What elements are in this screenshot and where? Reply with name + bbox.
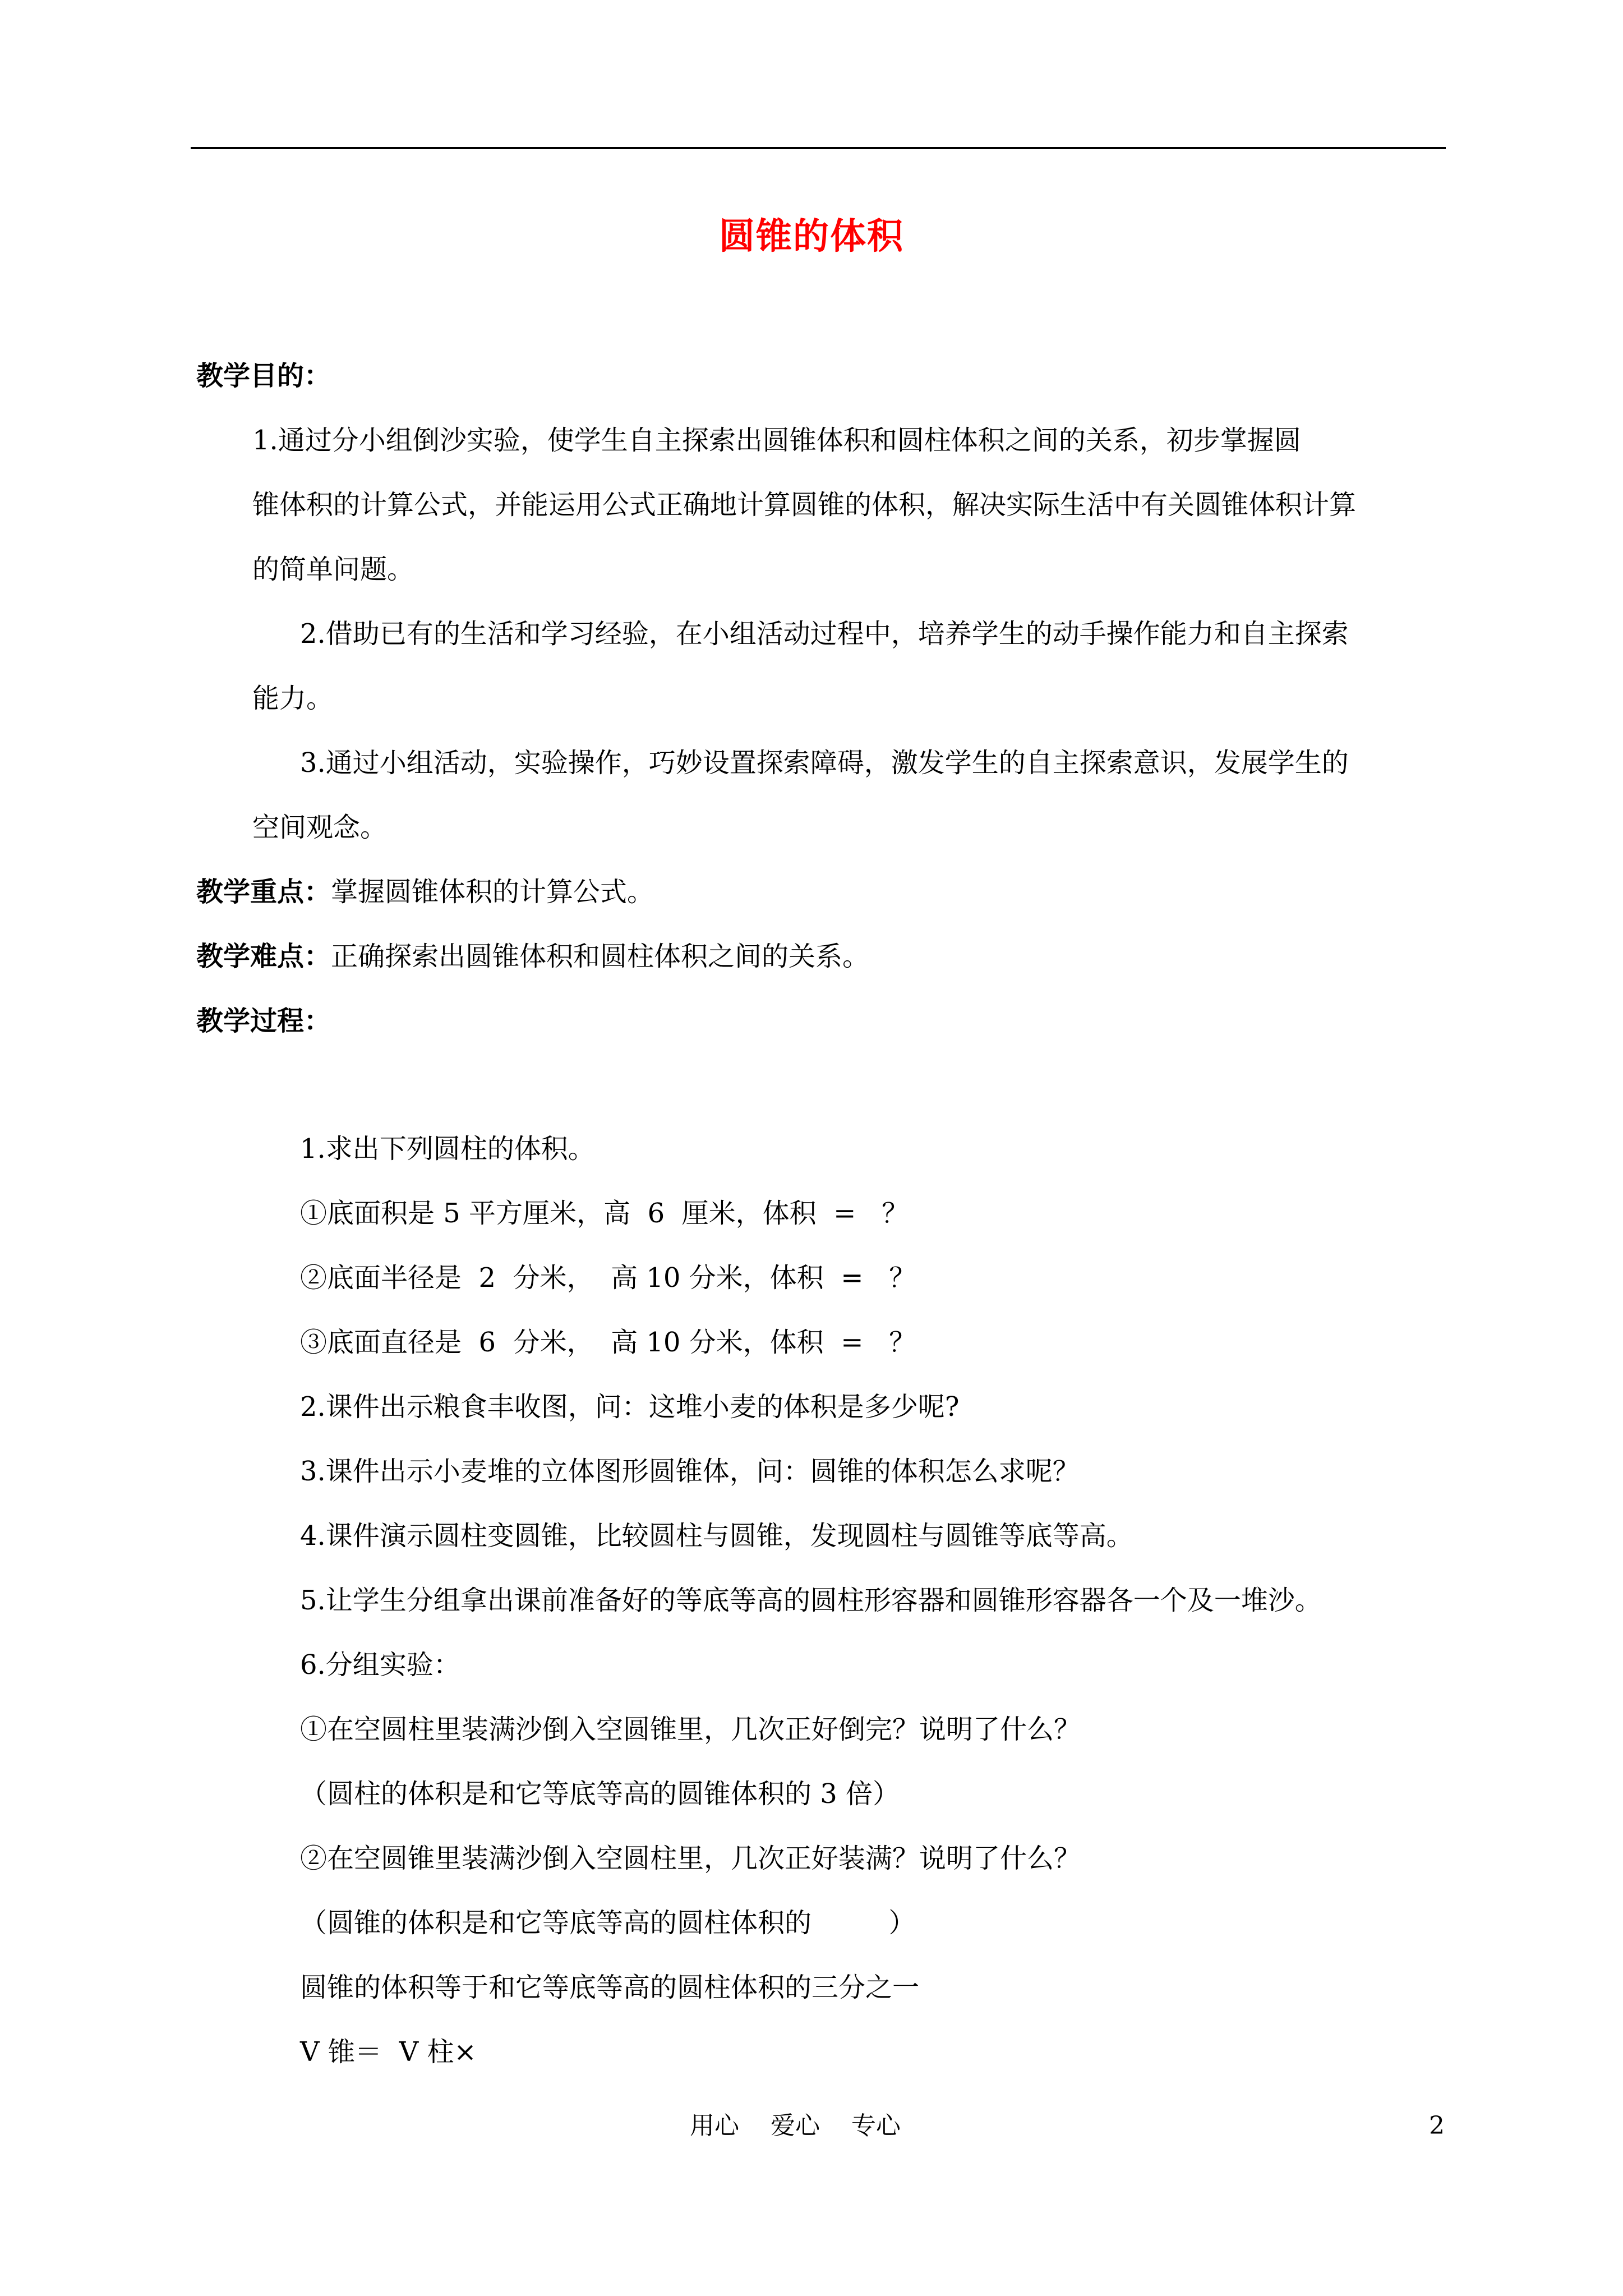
footer-motto: 用心 爱心 专心 bbox=[690, 2111, 901, 2140]
key-point bbox=[196, 872, 654, 912]
process-heading: 教学过程： bbox=[196, 1005, 331, 1037]
process-line: ②底面半径是 2 分米， 高 10 分米，体积 = ？ bbox=[300, 1262, 916, 1294]
process-line: ①在空圆柱里装满沙倒入空圆锥里，几次正好倒完？说明了什么？ bbox=[300, 1714, 1081, 1745]
header-rule bbox=[191, 147, 1446, 149]
objectives-heading: 教学目的： bbox=[196, 360, 331, 392]
difficulty-label: 教学难点： bbox=[196, 941, 331, 972]
process-line: 圆锥的体积等于和它等底等高的圆柱体积的三分之一 bbox=[300, 1972, 920, 2003]
process-line: ②在空圆锥里装满沙倒入空圆柱里，几次正好装满？说明了什么？ bbox=[300, 1843, 1081, 1874]
process-line: （圆锥的体积是和它等底等高的圆柱体积的 ） bbox=[300, 1907, 916, 1939]
difficulty-text: 正确探索出圆锥体积和圆柱体积之间的关系。 bbox=[331, 941, 870, 972]
key-point-text: 掌握圆锥体积的计算公式。 bbox=[331, 876, 654, 908]
difficulty bbox=[196, 937, 869, 976]
objective-1-line-2: 锥体积的计算公式，并能运用公式正确地计算圆锥的体积，解决实际生活中有关圆锥体积计算 bbox=[252, 489, 1357, 521]
objective-2-line-1: 2.借助已有的生活和学习经验，在小组活动过程中，培养学生的动手操作能力和自主探索 bbox=[300, 618, 1349, 650]
objective-3-line-1: 3.通过小组活动，实验操作，巧妙设置探索障碍，激发学生的自主探索意识，发展学生的 bbox=[300, 747, 1349, 779]
process-line: ③底面直径是 6 分米， 高 10 分米，体积 = ？ bbox=[300, 1327, 916, 1358]
process-line: 2.课件出示粮食丰收图，问：这堆小麦的体积是多少呢? bbox=[300, 1391, 960, 1423]
process-line: ①底面积是 5 平方厘米，高 6 厘米，体积 = ？ bbox=[300, 1198, 909, 1229]
objective-1-line-3: 的简单问题。 bbox=[252, 554, 414, 585]
objective-1-line-1: 1.通过分小组倒沙实验，使学生自主探索出圆锥体积和圆柱体积之间的关系，初步掌握圆 bbox=[252, 425, 1301, 456]
process-line: V 锥＝ V 柱× bbox=[300, 2036, 477, 2068]
key-point-label: 教学重点： bbox=[196, 876, 331, 908]
process-line: 3.课件出示小麦堆的立体图形圆锥体，问：圆锥的体积怎么求呢？ bbox=[300, 1456, 1080, 1487]
objective-2-line-2: 能力。 bbox=[252, 683, 334, 714]
process-line: 5.让学生分组拿出课前准备好的等底等高的圆柱形容器和圆锥形容器各一个及一堆沙。 bbox=[300, 1585, 1322, 1616]
objective-3-line-2: 空间观念。 bbox=[252, 812, 388, 843]
page-number: 2 bbox=[1429, 2111, 1445, 2140]
process-line: 1.求出下列圆柱的体积。 bbox=[300, 1133, 595, 1165]
document-title: 圆锥的体积 bbox=[719, 215, 904, 257]
process-line: （圆柱的体积是和它等底等高的圆锥体积的 3 倍） bbox=[300, 1778, 900, 1810]
process-line: 6.分组实验： bbox=[300, 1649, 460, 1681]
process-line: 4.课件演示圆柱变圆锥，比较圆柱与圆锥，发现圆柱与圆锥等底等高。 bbox=[300, 1520, 1133, 1552]
